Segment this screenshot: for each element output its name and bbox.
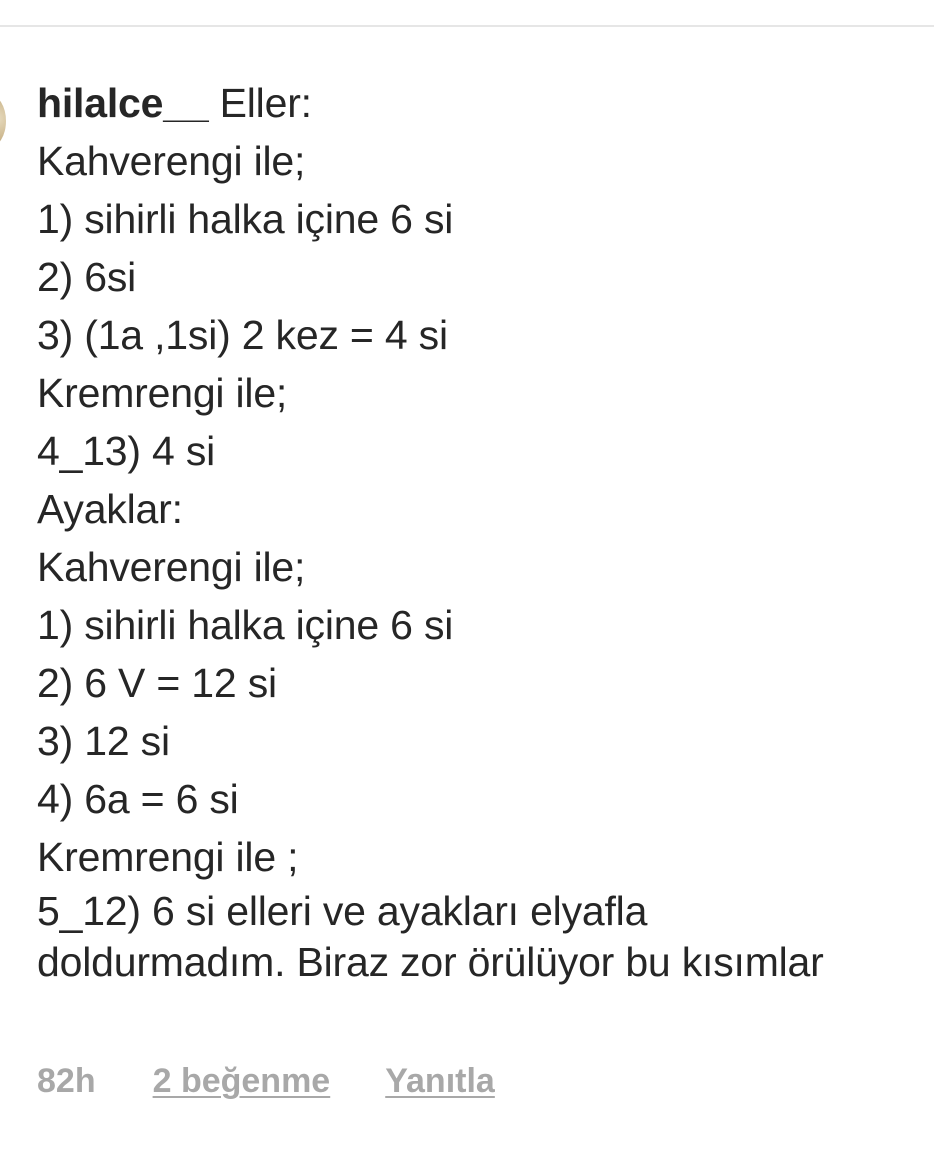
comment-line: Kahverengi ile; bbox=[37, 138, 306, 184]
comment-line: 4) 6a = 6 si bbox=[37, 776, 239, 822]
top-divider bbox=[0, 25, 934, 27]
comment-last-paragraph: 5_12) 6 si elleri ve ayakları elyafla doldurmadım. Biraz zor örülüyor bu kısımlar bbox=[37, 888, 824, 985]
user-avatar[interactable] bbox=[0, 95, 6, 147]
comment-timestamp: 82h bbox=[37, 1062, 96, 1100]
likes-link[interactable]: 2 beğenme bbox=[152, 1062, 331, 1100]
comment-line: Kremrengi ile ; bbox=[37, 834, 299, 880]
comment-line: 3) (1a ,1si) 2 kez = 4 si bbox=[37, 312, 448, 358]
comment-username[interactable]: hilalce__ bbox=[37, 80, 209, 126]
comment-line: 4_13) 4 si bbox=[37, 428, 216, 474]
comment-line: 3) 12 si bbox=[37, 718, 170, 764]
comment-line: 1) sihirli halka içine 6 si bbox=[37, 602, 454, 648]
comment-first-line bbox=[37, 74, 917, 132]
comment-line: Kahverengi ile; bbox=[37, 544, 306, 590]
comment-first-text: Eller: bbox=[208, 80, 312, 126]
comment-line: 2) 6 V = 12 si bbox=[37, 660, 277, 706]
comment-line: 2) 6si bbox=[37, 254, 137, 300]
comment-line: Kremrengi ile; bbox=[37, 370, 288, 416]
comment-meta bbox=[37, 1062, 550, 1101]
reply-button[interactable]: Yanıtla bbox=[385, 1062, 495, 1100]
comment-line: 1) sihirli halka içine 6 si bbox=[37, 196, 454, 242]
comment-body bbox=[37, 74, 917, 988]
comment-line: Ayaklar: bbox=[37, 486, 183, 532]
